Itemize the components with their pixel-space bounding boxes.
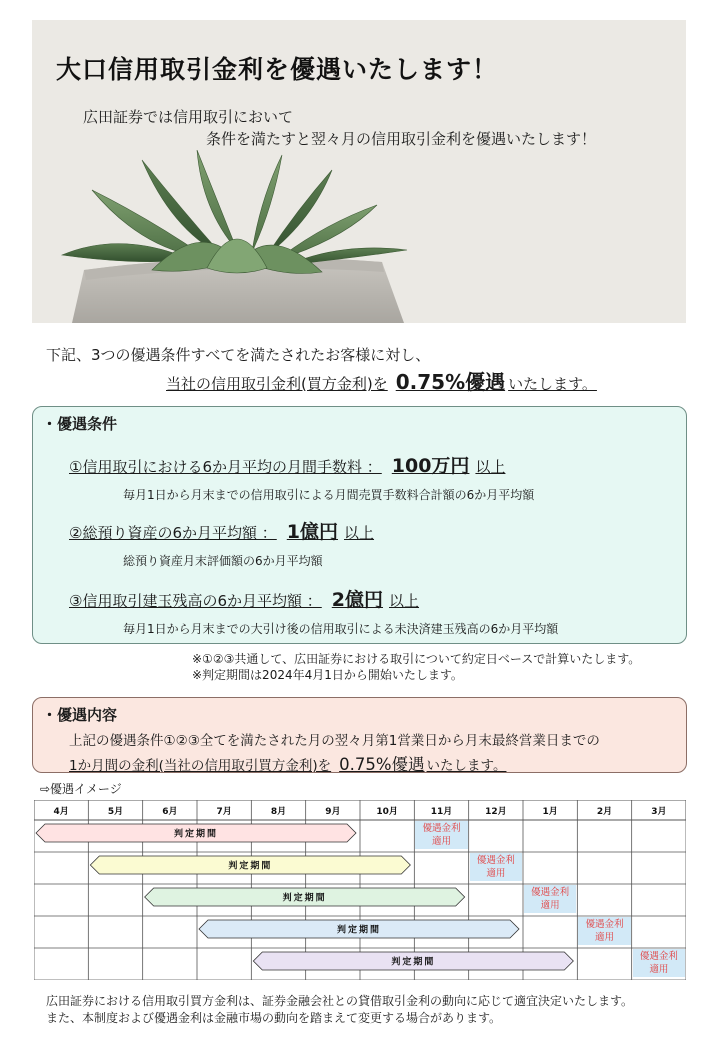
- month-label: 7月: [216, 807, 232, 817]
- conditions-box: [32, 406, 687, 644]
- apply-line2: 適用: [540, 900, 560, 911]
- month-label: 9月: [325, 807, 341, 817]
- month-label: 3月: [651, 807, 667, 817]
- conditions-note-1: ※①②③共通して、広田証券における取引について約定日ベースで計算いたします。: [192, 652, 641, 666]
- condition-3-description: 毎月1日から月末までの大引け後の信用取引による未決済建玉残高の6か月平均額: [123, 622, 559, 636]
- apply-line2: 適用: [431, 836, 451, 847]
- apply-line2: 適用: [649, 964, 669, 975]
- apply-line1: 優遇金利: [531, 887, 570, 898]
- intro-line2: [166, 366, 597, 395]
- intro-highlight: 0.75%優遇: [395, 370, 506, 394]
- hero-banner: [32, 20, 686, 323]
- condition-3-suffix: 以上: [389, 592, 420, 610]
- timeline-grid: [34, 800, 686, 980]
- apply-cell: [633, 949, 685, 977]
- period-label: 判定期間: [228, 861, 273, 872]
- month-label: 10月: [376, 807, 398, 817]
- month-label: 11月: [430, 807, 453, 817]
- condition-3-amount: 2億円: [331, 589, 383, 611]
- apply-cell: [415, 821, 467, 849]
- condition-2-label: ②総預り資産の6か月平均額 ：: [69, 524, 277, 542]
- period-label: 判定期間: [336, 925, 382, 936]
- apply-cell: [578, 917, 630, 945]
- condition-2-title: [69, 517, 374, 544]
- hero-subtitle-line1: 広田証券では信用取引において: [83, 108, 294, 126]
- image-label: ⇨優遇イメージ: [40, 782, 122, 796]
- period-label: 判定期間: [282, 893, 327, 904]
- conditions-heading: ・優遇条件: [42, 415, 118, 433]
- intro-line2-suffix: いたします。: [508, 375, 597, 393]
- month-label: 2月: [596, 807, 613, 817]
- benefit-line2-prefix: 1か月間の金利(当社の信用取引買方金利)を: [69, 758, 332, 774]
- period-label: 判定期間: [391, 957, 436, 968]
- condition-3-title: [69, 585, 419, 612]
- month-label: 8月: [270, 807, 287, 817]
- month-label: 4月: [53, 807, 69, 817]
- benefit-highlight: 0.75%優遇: [339, 755, 425, 774]
- period-label: 判定期間: [173, 829, 219, 840]
- hero-subtitle-line2: 条件を満たすと翌々月の信用取引金利を優遇いたします！: [206, 130, 597, 148]
- condition-2-suffix: 以上: [344, 524, 375, 542]
- benefit-box: [32, 697, 687, 773]
- footer-line2: また、本制度および優遇金利は金融市場の動向を踏まえて変更する場合があります。: [46, 1011, 502, 1025]
- month-label: 12月: [485, 807, 507, 817]
- benefit-line2-suffix: いたします。: [426, 758, 507, 774]
- condition-2-description: 総預り資産月末評価額の6か月平均額: [123, 554, 323, 568]
- condition-1-label: ①信用取引における6か月平均の月間手数料 ：: [69, 458, 382, 476]
- apply-line1: 優遇金利: [639, 951, 678, 962]
- benefit-line2: [69, 751, 506, 775]
- intro-line1: 下記、3つの優遇条件すべてを満たされたお客様に対し、: [46, 346, 431, 364]
- apply-line2: 適用: [486, 868, 506, 879]
- conditions-note-2: ※判定期間は2024年4月1日から開始いたします。: [192, 668, 463, 682]
- month-label: 5月: [107, 807, 124, 817]
- apply-line2: 適用: [594, 932, 614, 943]
- apply-cell: [524, 885, 576, 913]
- benefit-heading: ・優遇内容: [42, 706, 118, 724]
- condition-1-amount: 100万円: [391, 455, 470, 477]
- apply-line1: 優遇金利: [422, 823, 461, 834]
- hero-title: 大口信用取引金利を優遇いたします！: [56, 55, 499, 84]
- benefit-timeline: [34, 800, 686, 980]
- condition-1-suffix: 以上: [475, 458, 506, 476]
- condition-1-description: 毎月1日から月末までの信用取引による月間売買手数料合計額の6か月平均額: [123, 488, 535, 502]
- apply-line1: 優遇金利: [585, 919, 624, 930]
- month-label: 6月: [162, 807, 178, 817]
- succulent-plant-image: [32, 150, 686, 323]
- condition-2-amount: 1億円: [286, 521, 338, 543]
- intro-line2-prefix: 当社の信用取引金利(買方金利)を: [166, 375, 388, 393]
- apply-cell: [470, 853, 522, 881]
- condition-3-label: ③信用取引建玉残高の6か月平均額 ：: [69, 592, 322, 610]
- benefit-line1: 上記の優遇条件①②③全てを満たされた月の翌々月第1営業日から月末最終営業日までの: [69, 733, 600, 749]
- month-label: 1月: [542, 807, 558, 817]
- apply-line1: 優遇金利: [476, 855, 515, 866]
- footer-line1: 広田証券における信用取引買方金利は、証券金融会社との貸借取引金利の動向に応じて適宜決定いたします。: [46, 994, 634, 1008]
- condition-1-title: [69, 451, 505, 478]
